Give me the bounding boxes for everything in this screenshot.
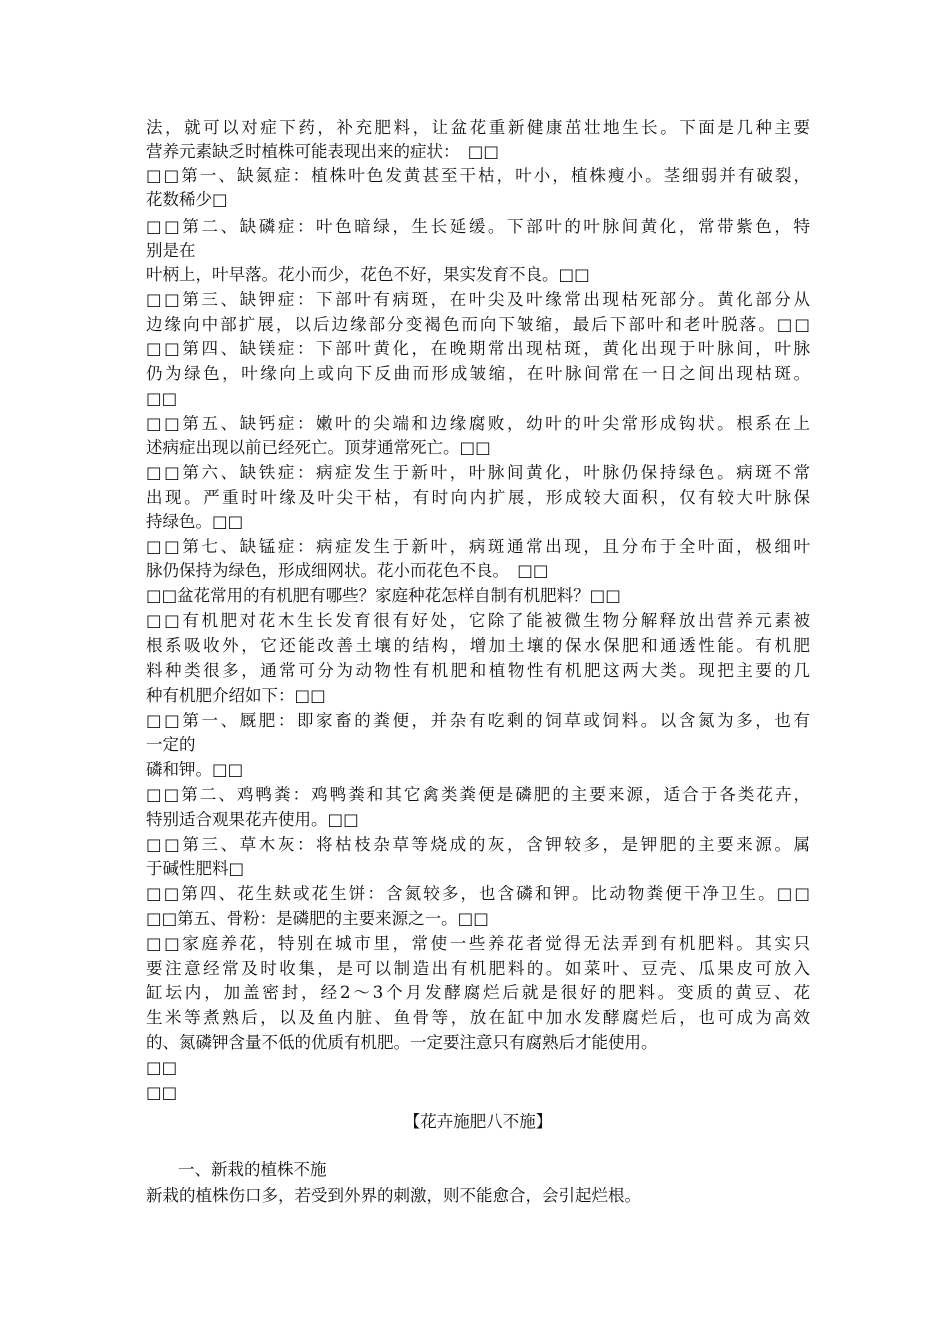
body-line: 花数稀少□ bbox=[146, 190, 228, 209]
body-line: 特别适合观果花卉使用。□□ bbox=[146, 810, 359, 829]
body-line: 根系吸收外，它还能改善土壤的结构，增加土壤的保水保肥和通透性能。有机肥 bbox=[146, 636, 810, 655]
body-line: 脉仍保持为绿色，形成细网状。花小而花色不良。 □□ bbox=[146, 561, 549, 580]
body-line: 边缘向中部扩展，以后边缘部分变褐色而向下皱缩，最后下部叶和老叶脱落。□□ bbox=[146, 315, 810, 334]
body-line: 持绿色。□□ bbox=[146, 512, 244, 531]
body-line: □□第三、缺钾症：下部叶有病斑，在叶尖及叶缘常出现枯死部分。黄化部分从 bbox=[146, 290, 810, 309]
body-line: □□ bbox=[146, 1058, 178, 1077]
body-line: 的、氮磷钾含量不低的优质有机肥。一定要注意只有腐熟后才能使用。 bbox=[146, 1033, 658, 1052]
body-line: 磷和钾。□□ bbox=[146, 760, 244, 779]
body-line: □□第五、缺钙症：嫩叶的尖端和边缘腐败，幼叶的叶尖常形成钩状。根系在上 bbox=[146, 414, 810, 433]
body-line: 于碱性肥料□ bbox=[146, 859, 245, 878]
body-line-final: 新栽的植株伤口多，若受到外界的刺激，则不能愈合，会引起烂根。 bbox=[146, 1186, 641, 1205]
body-line: □□ bbox=[146, 1083, 178, 1102]
body-line: □□第一、厩肥：即家畜的粪便，并杂有吃剩的饲草或饲料。以含氮为多，也有 bbox=[146, 711, 810, 730]
body-line: 料种类很多，通常可分为动物性有机肥和植物性有机肥这两大类。现把主要的几 bbox=[146, 661, 810, 680]
body-line: 缸坛内，加盖密封，经2～3个月发酵腐烂后就是很好的肥料。变质的黄豆、花 bbox=[146, 983, 810, 1002]
body-line: 叶柄上，叶早落。花小而少，花色不好，果实发育不良。□□ bbox=[146, 265, 590, 284]
body-line: □□ bbox=[146, 389, 178, 408]
body-line: 法，就可以对症下药，补充肥料，让盆花重新健康茁壮地生长。下面是几种主要 bbox=[146, 118, 810, 137]
subheading: 一、新栽的植株不施 bbox=[178, 1160, 327, 1179]
body-line: 种有机肥介绍如下：□□ bbox=[146, 686, 326, 705]
body-line: 营养元素缺乏时植株可能表现出来的症状： □□ bbox=[146, 142, 499, 161]
body-line: □□盆花常用的有机肥有哪些？家庭种花怎样自制有机肥料？□□ bbox=[146, 586, 621, 605]
body-line: □□第三、草木灰：将枯枝杂草等烧成的灰，含钾较多，是钾肥的主要来源。属 bbox=[146, 835, 810, 854]
body-line: □□有机肥对花木生长发育很有好处，它除了能被微生物分解释放出营养元素被 bbox=[146, 611, 810, 630]
body-line: □□家庭养花，特别在城市里，常使一些养花者觉得无法弄到有机肥料。其实只 bbox=[146, 934, 810, 953]
body-line: □□第四、缺镁症：下部叶黄化，在晚期常出现枯斑，黄化出现于叶脉间，叶脉 bbox=[146, 339, 810, 358]
body-line: 出现。严重时叶缘及叶尖干枯，有时向内扩展，形成较大面积，仅有较大叶脉保 bbox=[146, 488, 810, 507]
body-line: 述病症出现以前已经死亡。顶芽通常死亡。□□ bbox=[146, 438, 491, 457]
body-line: □□第七、缺锰症：病症发生于新叶，病斑通常出现，且分布于全叶面，极细叶 bbox=[146, 537, 810, 556]
body-line: □□第二、缺磷症：叶色暗绿，生长延缓。下部叶的叶脉间黄化，常带紫色，特 bbox=[146, 217, 810, 236]
section-title: 【花卉施肥八不施】 bbox=[403, 1112, 553, 1131]
body-line: □□第六、缺铁症：病症发生于新叶，叶脉间黄化，叶脉仍保持绿色。病斑不常 bbox=[146, 463, 810, 482]
body-line: 一定的 bbox=[146, 735, 196, 754]
body-line: 要注意经常及时收集，是可以制造出有机肥料的。如菜叶、豆壳、瓜果皮可放入 bbox=[146, 959, 810, 978]
body-line: □□第一、缺氮症：植株叶色发黄甚至干枯，叶小，植株瘦小。茎细弱并有破裂， bbox=[146, 166, 810, 185]
body-line: 生米等煮熟后，以及鱼内脏、鱼骨等，放在缸中加水发酵腐烂后，也可成为高效 bbox=[146, 1008, 810, 1027]
body-line: □□第五、骨粉：是磷肥的主要来源之一。□□ bbox=[146, 909, 489, 928]
body-line: 仍为绿色，叶缘向上或向下反曲而形成皱缩，在叶脉间常在一日之间出现枯斑。 bbox=[146, 364, 810, 383]
body-line: 别是在 bbox=[146, 241, 196, 260]
body-line: □□第四、花生麸或花生饼：含氮较多，也含磷和钾。比动物粪便干净卫生。□□ bbox=[146, 884, 810, 903]
body-line: □□第二、鸡鸭粪：鸡鸭粪和其它禽类粪便是磷肥的主要来源，适合于各类花卉， bbox=[146, 785, 810, 804]
